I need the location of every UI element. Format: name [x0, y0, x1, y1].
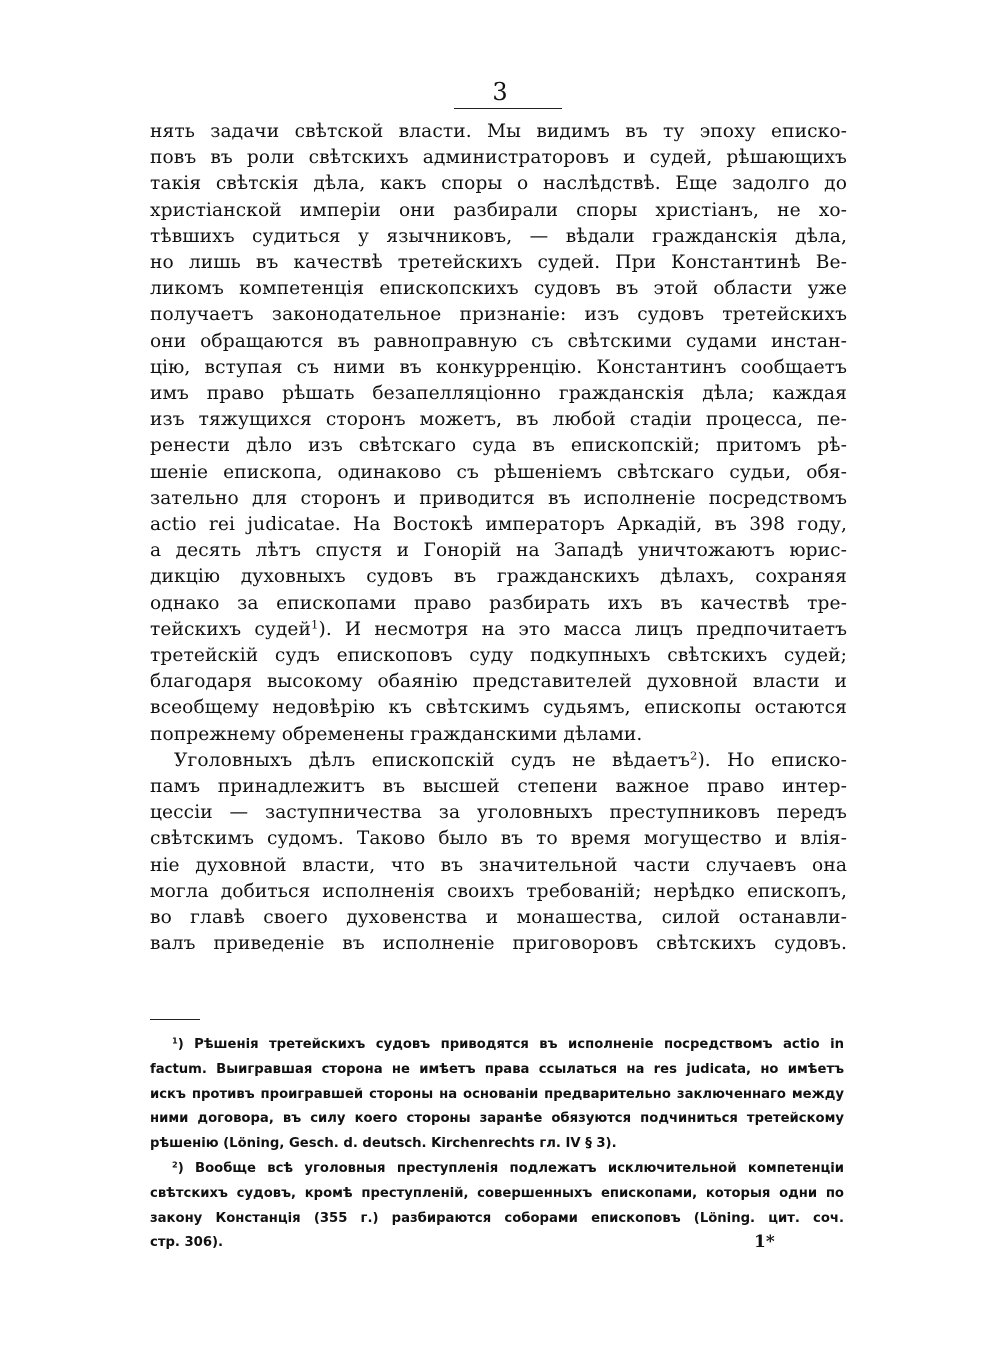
- text-line: они обращаются въ равноправную съ свѣтскими судами инстан-: [150, 330, 847, 352]
- footnote-separator: [150, 1019, 200, 1020]
- footnote-ref-2[interactable]: 2: [690, 748, 698, 763]
- footnote-1-mark: 1: [172, 1035, 178, 1046]
- text-fragment: ) Рѣшенія третейскихъ судовъ приводятся въ исполненіе посредствомъ actio in: [177, 1037, 844, 1052]
- text-line: повъ въ роли свѣтскихъ администраторовъ и судей, рѣшающихъ: [150, 147, 847, 169]
- text-line: нять задачи свѣтской власти. Мы видимъ въ ту эпоху еписко-: [150, 121, 847, 142]
- text-line: памъ принадлежитъ въ высшей степени важное право интер-: [150, 776, 847, 798]
- text-line: благодаря высокому обаянію представителей духовной власти и: [150, 671, 847, 693]
- text-line: христіанской имперіи они разбирали споры христіанъ, не хо-: [150, 199, 847, 221]
- text-line: валъ приведеніе въ исполненіе приговоровъ свѣтскихъ судовъ.: [150, 933, 847, 955]
- text-line: ликомъ компетенція епископскихъ судовъ въ этой области уже: [150, 278, 847, 300]
- text-line: могла добиться исполненія своихъ требованій; нерѣдко епископъ,: [150, 880, 847, 902]
- text-fragment: Уголовныхъ дѣлъ епископскій судъ не вѣдаетъ: [174, 749, 691, 771]
- text-line-with-footnote-ref: [150, 617, 847, 643]
- text-line: попрежнему обременены гражданскими дѣлами.: [150, 723, 643, 745]
- main-text: [150, 119, 847, 958]
- text-line: такія свѣтскія дѣла, какъ споры о наслѣдствѣ. Еще задолго до: [150, 173, 847, 195]
- text-line: имъ право рѣшать безапелляціонно гражданскія дѣла; каждая: [150, 383, 847, 405]
- header-rule: [454, 108, 562, 109]
- text-line: ренести дѣло изъ свѣтскаго суда въ епископскій; притомъ рѣ-: [150, 435, 847, 457]
- text-line: однако за епископами право разбирать ихъ въ качествѣ тре-: [150, 592, 847, 614]
- footnote-1-line: factum. Выигравшая сторона не имѣетъ права ссылаться на res judicata, но имѣетъ: [150, 1061, 844, 1077]
- text-fragment: ) Вообще всѣ уголовныя преступленія подлежатъ исключительной компетенціи: [177, 1160, 844, 1176]
- signature-mark: 1*: [754, 1232, 775, 1252]
- text-fragment: тейскихъ судей: [150, 618, 312, 640]
- footnote-2-line: стр. 306).: [150, 1235, 224, 1251]
- footnote-2-line: закону Констанція (355 г.) разбираются соборами епископовъ (Löning. цит. соч.: [150, 1210, 844, 1226]
- text-line: зательно для сторонъ и приводится въ исполненіе посредствомъ: [150, 487, 847, 509]
- text-fragment: ). И несмотря на это масса лицъ предпочитаетъ: [318, 618, 848, 640]
- text-line: тѣвшихъ судиться у язычниковъ, — вѣдали гражданскія дѣла,: [150, 225, 847, 247]
- text-line: цію, вступая съ ними въ конкурренцію. Константинъ сообщаетъ: [150, 356, 847, 378]
- footnote-2-line: [150, 1157, 844, 1182]
- text-line-with-footnote-ref: [150, 748, 847, 774]
- text-line: а десять лѣтъ спустя и Гонорій на Западѣ уничтожаютъ юрис-: [150, 540, 847, 562]
- footnotes: [150, 1033, 844, 1256]
- text-line: шеніе епископа, одинаково съ рѣшеніемъ свѣтскаго судьи, обя-: [150, 461, 847, 483]
- footnote-1-line: [150, 1033, 844, 1058]
- text-line: всеобщему недовѣрію къ свѣтскимъ судьямъ, епископы остаются: [150, 697, 847, 719]
- text-line: дикцію духовныхъ судовъ въ гражданскихъ дѣлахъ, сохраняя: [150, 566, 847, 588]
- text-line: во главѣ своего духовенства и монашества, силой останавли-: [150, 907, 847, 929]
- footnote-ref-1[interactable]: 1: [311, 617, 319, 632]
- text-line: но лишь въ качествѣ третейскихъ судей. При Константинѣ Ве-: [150, 252, 847, 274]
- text-line: actio rei judicatae. На Востокѣ императоръ Аркадій, въ 398 году,: [150, 514, 847, 536]
- text-fragment: ). Но еписко-: [697, 749, 847, 771]
- footnote-1-line: ними договора, въ силу коего стороны заранѣе обязуются подчиниться третейскому: [150, 1111, 844, 1127]
- text-line: изъ тяжущихся сторонъ можетъ, въ любой стадіи процесса, пе-: [150, 409, 847, 431]
- footnote-1-line: рѣшенію (Löning, Gesch. d. deutsch. Kirchenrechts гл. IV § 3).: [150, 1136, 617, 1152]
- footnote-1-line: искъ противъ проигравшей стороны на основаніи предварительно заключеннаго между: [150, 1086, 844, 1102]
- text-line: ніе духовной власти, что въ значительной части случаевъ она: [150, 854, 847, 876]
- footnote-2-mark: 2: [172, 1159, 178, 1170]
- footnote-2-line: свѣтскихъ судовъ, кромѣ преступленій, совершенныхъ епископами, которыя одни по: [150, 1185, 844, 1201]
- text-line: третейскій судъ епископовъ суду подкупныхъ свѣтскихъ судей;: [150, 645, 847, 667]
- text-line: цессіи — заступничества за уголовныхъ преступниковъ передъ: [150, 802, 847, 824]
- text-line: получаетъ законодательное признаніе: изъ судовъ третейскихъ: [150, 304, 847, 326]
- text-line: свѣтскимъ судомъ. Таково было въ то время могущество и влія-: [150, 828, 847, 850]
- page-number: 3: [492, 78, 508, 106]
